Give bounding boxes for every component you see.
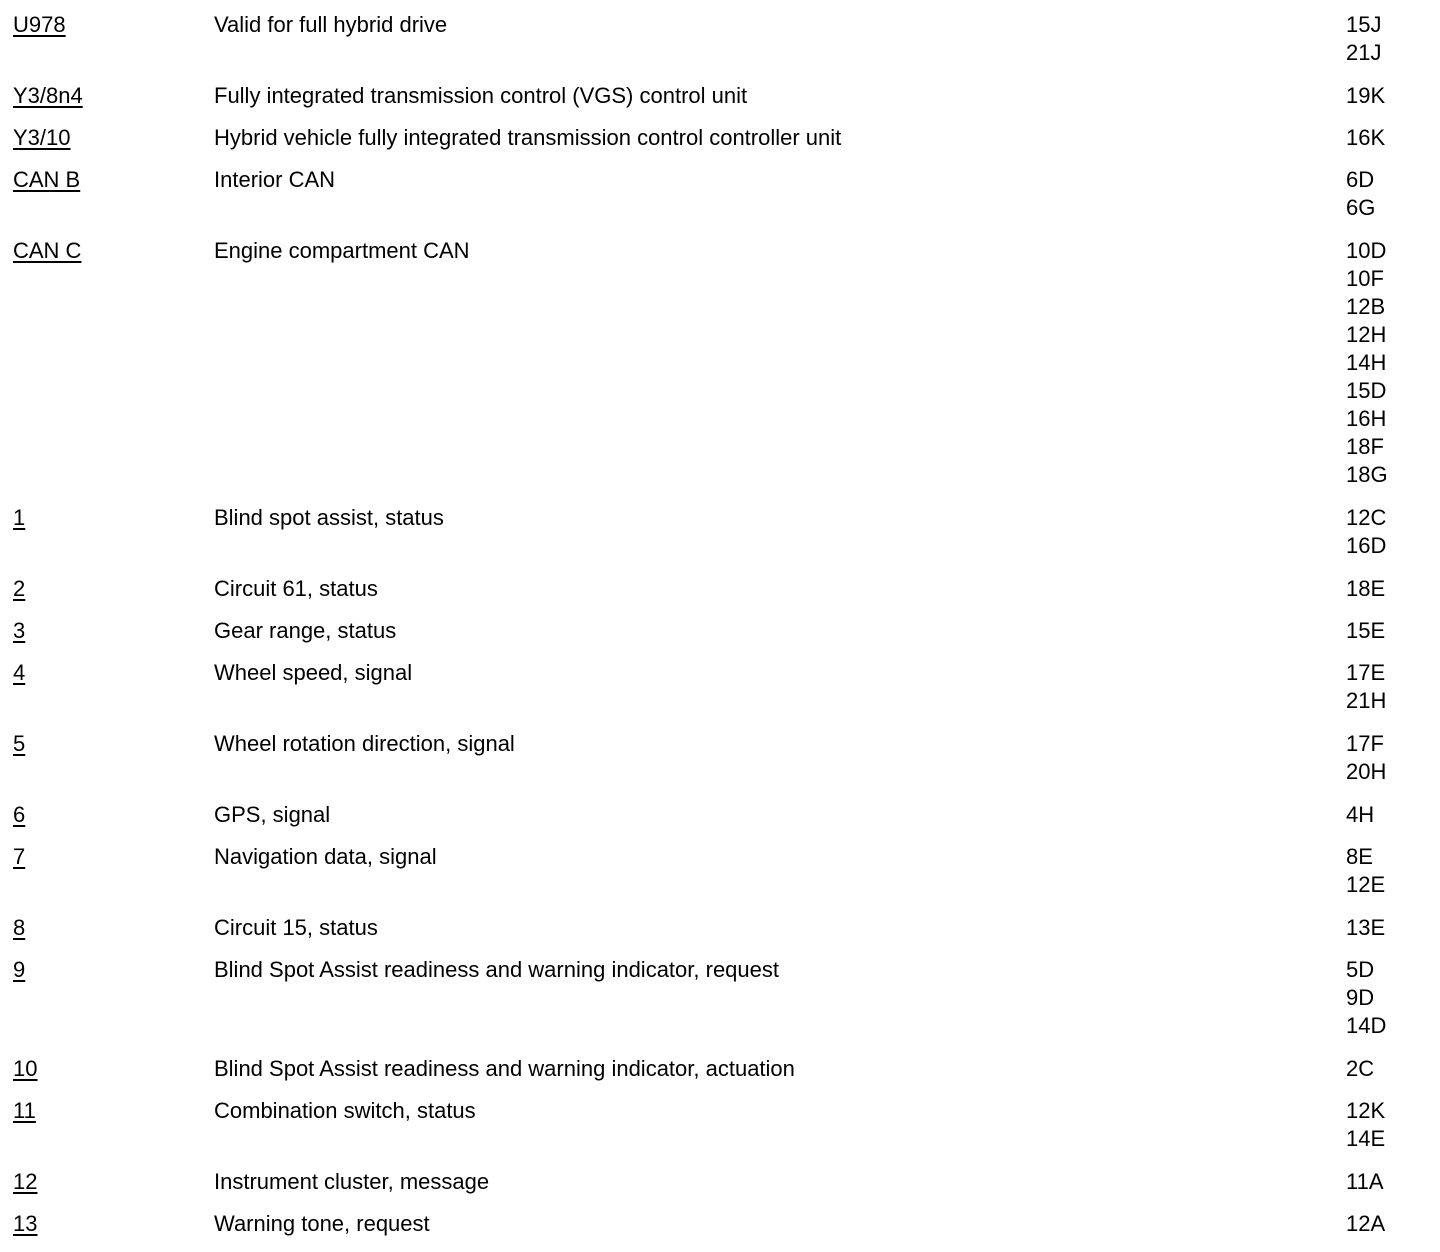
legend-description: Engine compartment CAN bbox=[214, 238, 470, 263]
grid-reference-list bbox=[1346, 124, 1440, 152]
legend-code-link[interactable]: 3 bbox=[13, 618, 26, 643]
grid-reference: 18E bbox=[1346, 576, 1386, 601]
grid-reference: 12A bbox=[1346, 1211, 1386, 1236]
grid-reference: 18F bbox=[1346, 434, 1384, 459]
grid-reference: 13E bbox=[1346, 915, 1386, 940]
grid-reference: 6G bbox=[1346, 195, 1376, 220]
legend-row bbox=[0, 956, 1440, 1040]
legend-row bbox=[0, 82, 1440, 110]
legend-description: Hybrid vehicle fully integrated transmission control controller unit bbox=[214, 125, 842, 150]
grid-reference: 5D bbox=[1346, 957, 1375, 982]
legend-row bbox=[0, 575, 1440, 603]
legend-code-link[interactable]: 6 bbox=[13, 802, 26, 827]
grid-reference-list bbox=[1346, 1168, 1440, 1196]
legend-description: Gear range, status bbox=[214, 618, 397, 643]
grid-reference: 10F bbox=[1346, 266, 1384, 291]
grid-reference-list bbox=[1346, 659, 1440, 715]
legend-description: Wheel speed, signal bbox=[214, 660, 413, 685]
grid-reference: 17E bbox=[1346, 660, 1386, 685]
legend-row bbox=[0, 237, 1440, 489]
legend-code-link[interactable]: 11 bbox=[13, 1098, 36, 1123]
grid-reference: 12E bbox=[1346, 872, 1386, 897]
legend-code-link[interactable]: 2 bbox=[13, 576, 26, 601]
legend-row bbox=[0, 124, 1440, 152]
grid-reference: 16H bbox=[1346, 406, 1387, 431]
legend-code-link[interactable]: 9 bbox=[13, 957, 26, 982]
grid-reference: 14E bbox=[1346, 1126, 1386, 1151]
grid-reference: 14D bbox=[1346, 1013, 1387, 1038]
grid-reference: 21J bbox=[1346, 40, 1382, 65]
legend-description: Combination switch, status bbox=[214, 1098, 476, 1123]
legend-description: Interior CAN bbox=[214, 167, 336, 192]
legend-description: Blind spot assist, status bbox=[214, 505, 444, 530]
grid-reference-list bbox=[1346, 504, 1440, 560]
grid-reference-list bbox=[1346, 237, 1440, 489]
grid-reference-list bbox=[1346, 617, 1440, 645]
legend-row bbox=[0, 1097, 1440, 1153]
grid-reference: 2C bbox=[1346, 1056, 1375, 1081]
grid-reference: 15D bbox=[1346, 378, 1387, 403]
legend-description: Instrument cluster, message bbox=[214, 1169, 490, 1194]
legend-row bbox=[0, 617, 1440, 645]
legend-code-link[interactable]: 5 bbox=[13, 731, 26, 756]
legend-row bbox=[0, 1055, 1440, 1083]
grid-reference: 20H bbox=[1346, 759, 1387, 784]
legend-row bbox=[0, 659, 1440, 715]
legend-row bbox=[0, 166, 1440, 222]
legend-description: Blind Spot Assist readiness and warning indicator, request bbox=[214, 957, 779, 982]
legend-row bbox=[0, 843, 1440, 899]
legend-row bbox=[0, 914, 1440, 942]
legend-description: GPS, signal bbox=[214, 802, 331, 827]
legend-description: Blind Spot Assist readiness and warning indicator, actuation bbox=[214, 1056, 795, 1081]
grid-reference: 15J bbox=[1346, 12, 1382, 37]
grid-reference-list bbox=[1346, 11, 1440, 67]
legend-code-link[interactable]: Y3/10 bbox=[13, 125, 71, 150]
grid-reference: 12K bbox=[1346, 1098, 1386, 1123]
legend-description: Valid for full hybrid drive bbox=[214, 12, 448, 37]
grid-reference: 14H bbox=[1346, 350, 1387, 375]
grid-reference: 8E bbox=[1346, 844, 1373, 869]
legend-code-link[interactable]: 13 bbox=[13, 1211, 38, 1236]
grid-reference: 19K bbox=[1346, 83, 1386, 108]
grid-reference-list bbox=[1346, 801, 1440, 829]
grid-reference: 12C bbox=[1346, 505, 1387, 530]
grid-reference-list bbox=[1346, 166, 1440, 222]
legend-description: Fully integrated transmission control (VGS) control unit bbox=[214, 83, 748, 108]
grid-reference: 4H bbox=[1346, 802, 1375, 827]
legend-description: Wheel rotation direction, signal bbox=[214, 731, 515, 756]
legend-row bbox=[0, 11, 1440, 67]
grid-reference-list bbox=[1346, 730, 1440, 786]
legend-code-link[interactable]: 8 bbox=[13, 915, 26, 940]
grid-reference: 21H bbox=[1346, 688, 1387, 713]
grid-reference-list bbox=[1346, 82, 1440, 110]
legend-code-link[interactable]: 1 bbox=[13, 505, 26, 530]
legend-code-link[interactable]: CAN B bbox=[13, 167, 81, 192]
legend-code-link[interactable]: CAN C bbox=[13, 238, 82, 263]
legend-row bbox=[0, 801, 1440, 829]
grid-reference: 6D bbox=[1346, 167, 1375, 192]
grid-reference-list bbox=[1346, 914, 1440, 942]
grid-reference: 10D bbox=[1346, 238, 1387, 263]
legend-code-link[interactable]: 4 bbox=[13, 660, 26, 685]
grid-reference-list bbox=[1346, 843, 1440, 899]
grid-reference: 15E bbox=[1346, 618, 1386, 643]
legend-code-link[interactable]: 7 bbox=[13, 844, 26, 869]
grid-reference: 16D bbox=[1346, 533, 1387, 558]
grid-reference: 9D bbox=[1346, 985, 1375, 1010]
grid-reference: 12B bbox=[1346, 294, 1386, 319]
legend-row bbox=[0, 1210, 1440, 1238]
grid-reference: 16K bbox=[1346, 125, 1386, 150]
grid-reference-list bbox=[1346, 1210, 1440, 1238]
legend-description: Warning tone, request bbox=[214, 1211, 430, 1236]
legend-code-link[interactable]: Y3/8n4 bbox=[13, 83, 83, 108]
legend-row bbox=[0, 504, 1440, 560]
legend-row bbox=[0, 1168, 1440, 1196]
grid-reference: 11A bbox=[1346, 1169, 1384, 1194]
legend-code-link[interactable]: 12 bbox=[13, 1169, 38, 1194]
grid-reference-list bbox=[1346, 1055, 1440, 1083]
grid-reference: 12H bbox=[1346, 322, 1387, 347]
legend-code-link[interactable]: 10 bbox=[13, 1056, 38, 1081]
grid-reference: 18G bbox=[1346, 462, 1388, 487]
legend-row bbox=[0, 730, 1440, 786]
grid-reference-list bbox=[1346, 575, 1440, 603]
grid-reference-list bbox=[1346, 1097, 1440, 1153]
legend-description: Circuit 15, status bbox=[214, 915, 378, 940]
legend-code-link[interactable]: U978 bbox=[13, 12, 66, 37]
legend-table bbox=[0, 11, 1440, 1252]
grid-reference-list bbox=[1346, 956, 1440, 1040]
legend-description: Circuit 61, status bbox=[214, 576, 378, 601]
grid-reference: 17F bbox=[1346, 731, 1384, 756]
legend-description: Navigation data, signal bbox=[214, 844, 437, 869]
